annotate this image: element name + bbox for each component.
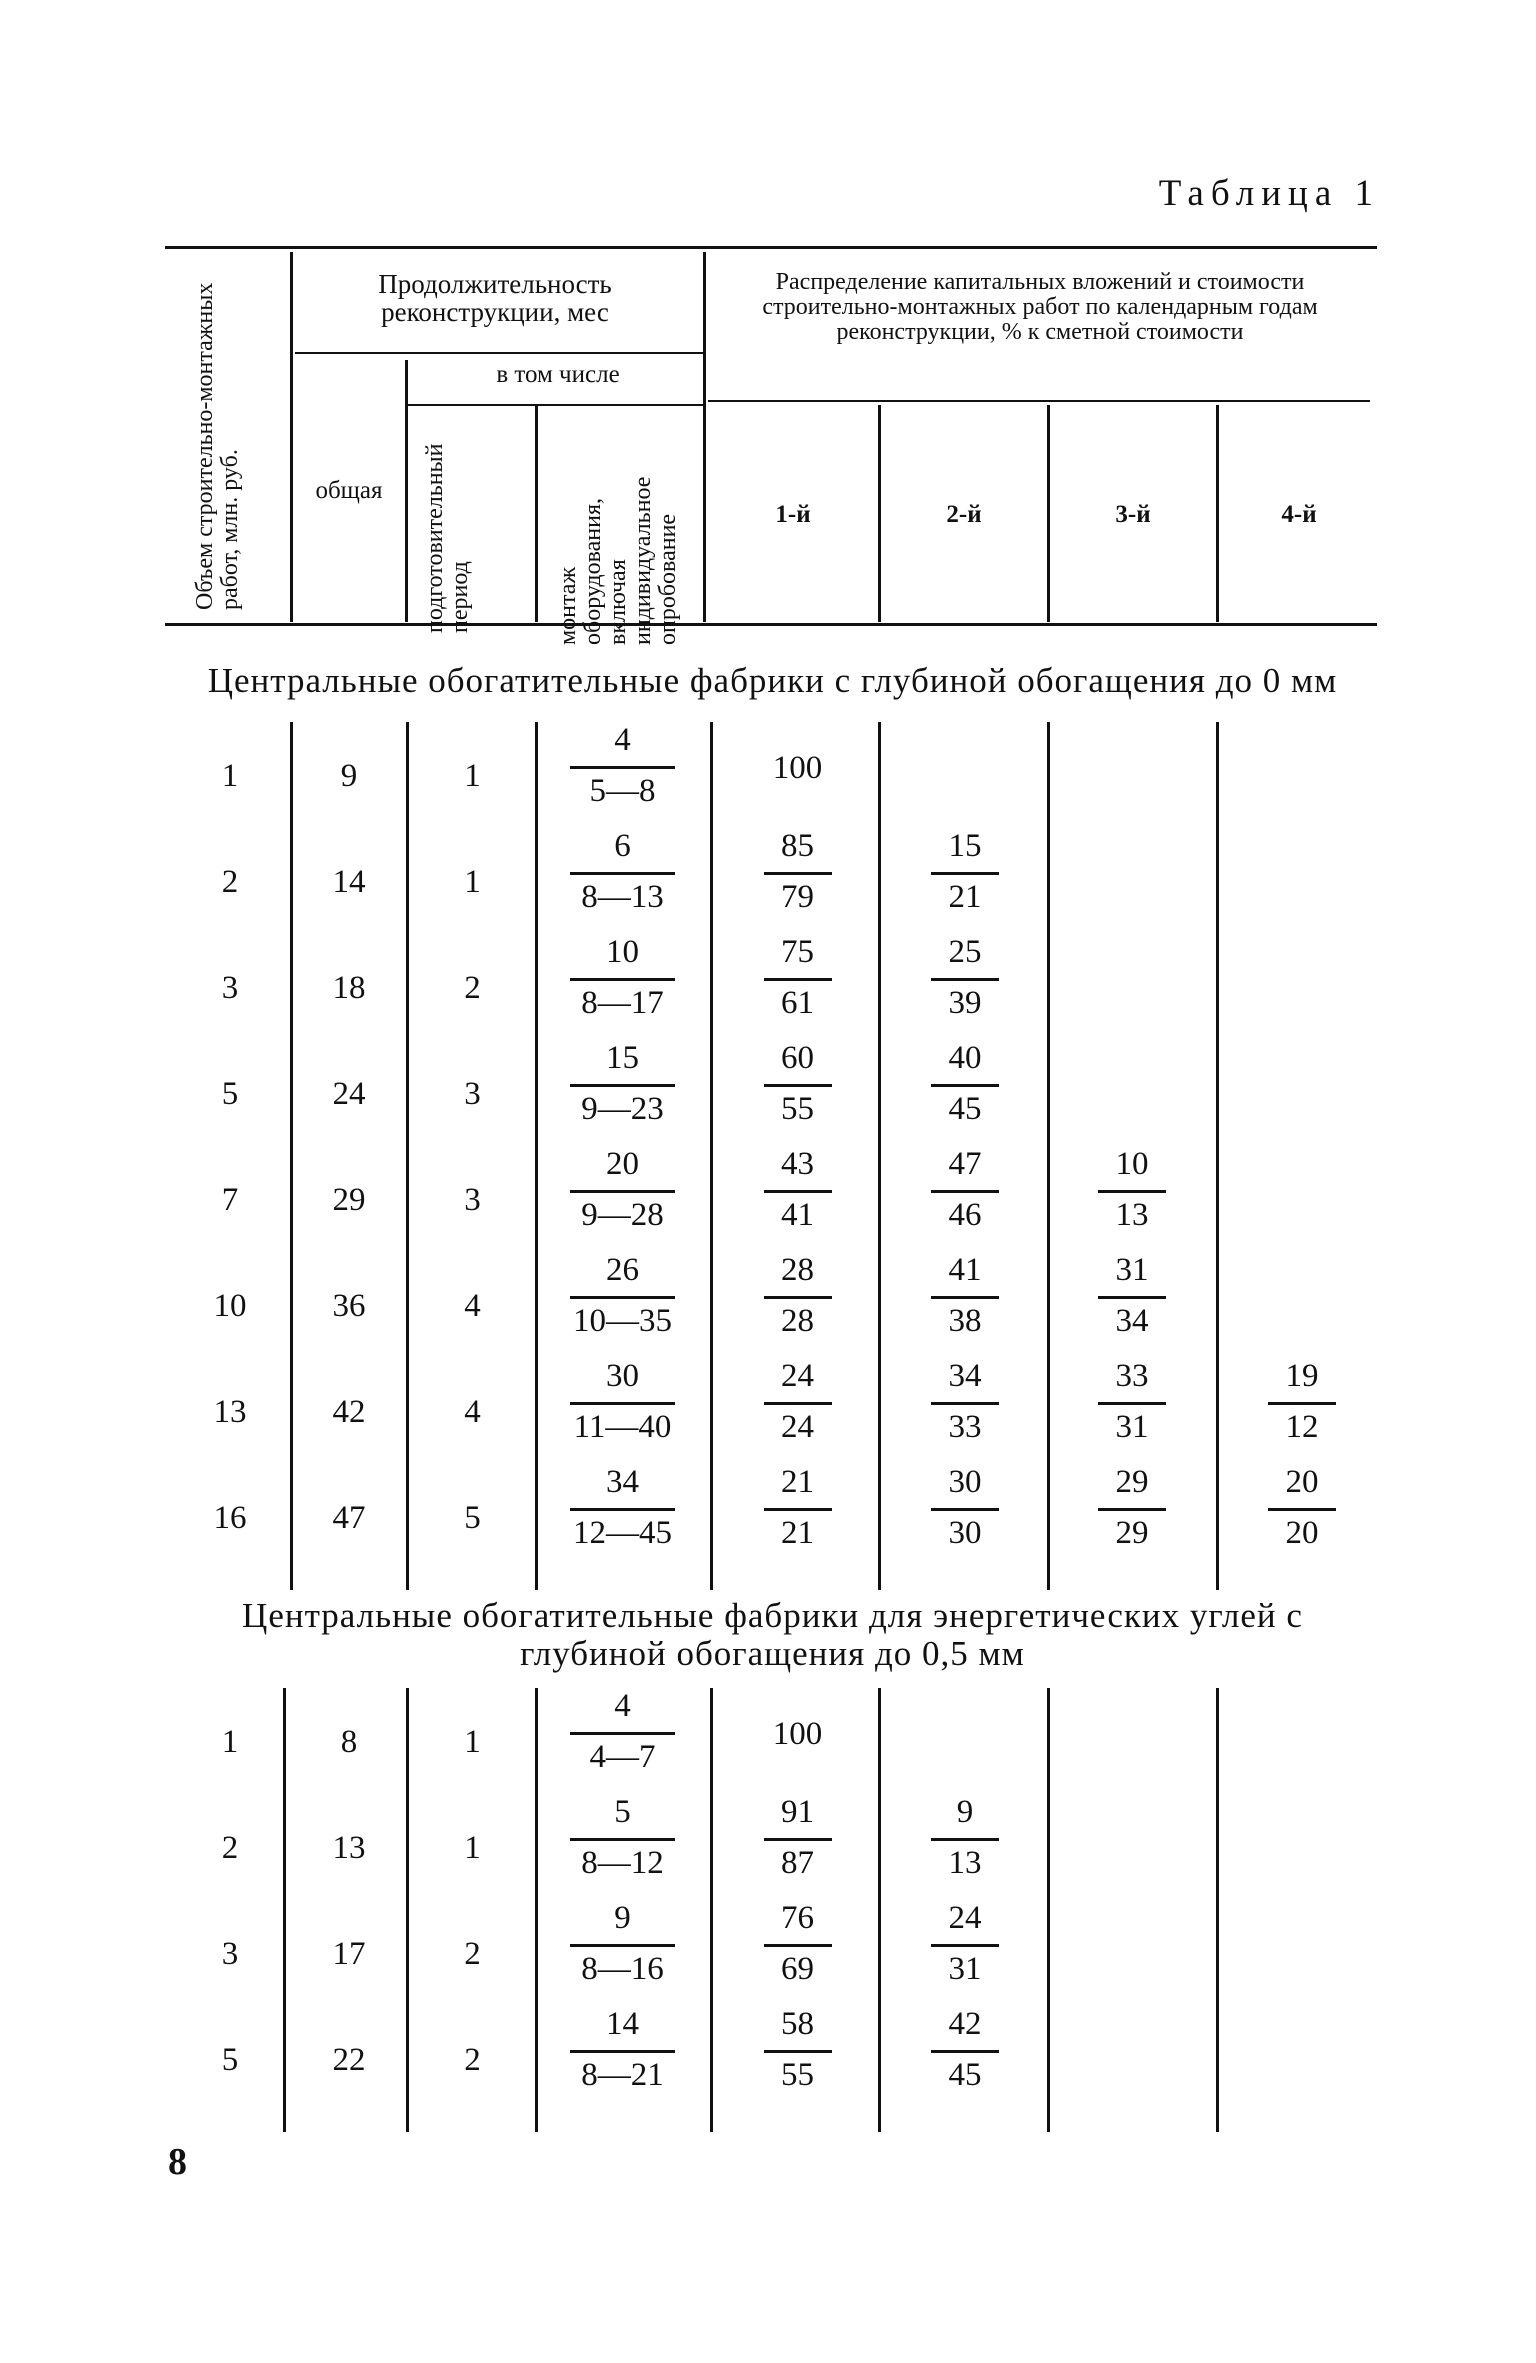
section-2-row-2-y2-denominator: 13 bbox=[948, 1845, 982, 1881]
section-1-row-2-y2-bar bbox=[931, 872, 999, 875]
section-1-row-5-y1-numerator: 43 bbox=[781, 1146, 814, 1182]
section-2-row-3-installation bbox=[540, 1900, 705, 1991]
header-duration: Продолжительность реконструкции, мес bbox=[378, 269, 612, 327]
section-title-1: Центральные обогатительные фабрики с глубиной обогащения до 0 мм bbox=[207, 661, 1338, 700]
section-1-row-6-y2 bbox=[885, 1252, 1045, 1343]
section-2-row-4-installation-numerator: 14 bbox=[606, 2006, 639, 2042]
section-title-2: Центральные обогатительные фабрики для энергетических углей с глубиной обогащения до 0,5 мм bbox=[242, 1596, 1303, 1673]
section-2-row-4-y1 bbox=[715, 2006, 880, 2097]
header-distribution: Распределение капитальных вложений и стоимости строительно-монтажных работ по календарным годам реконструкции, % к сметной стоимости bbox=[762, 269, 1318, 345]
section-2-row-2-y1-bar bbox=[764, 1838, 832, 1841]
section-1-row-3-volume: 3 bbox=[221, 970, 239, 1006]
section-1-row-8-y1-bar bbox=[764, 1508, 832, 1511]
section-1-row-6-preparatory: 4 bbox=[464, 1288, 481, 1324]
section-1-row-4-total: 24 bbox=[332, 1076, 366, 1112]
section-1-row-5-volume: 7 bbox=[221, 1182, 239, 1218]
section-2-row-2-installation bbox=[540, 1794, 705, 1885]
section-1-row-3-preparatory: 2 bbox=[464, 970, 481, 1006]
section-1-row-1-y1: 100 bbox=[772, 750, 823, 786]
section-1-column-line-2 bbox=[406, 722, 409, 1590]
section-1-row-4-y1 bbox=[715, 1040, 880, 1131]
table-title: Таблица 1 bbox=[1158, 173, 1380, 214]
section-1-row-2-installation-bar bbox=[570, 872, 675, 875]
section-1-row-7-installation-bar bbox=[570, 1402, 675, 1405]
section-2-row-4-volume: 5 bbox=[221, 2042, 239, 2078]
section-1-row-5-y3 bbox=[1052, 1146, 1212, 1237]
section-2-row-4-y2-bar bbox=[931, 2050, 999, 2053]
header-year-1: 1-й bbox=[775, 501, 811, 528]
section-1-row-6-total: 36 bbox=[332, 1288, 366, 1324]
section-1-row-7-y4-numerator: 19 bbox=[1285, 1358, 1319, 1394]
section-2-row-1-installation-denominator: 4—7 bbox=[589, 1739, 656, 1775]
section-1-row-1-installation-numerator: 4 bbox=[614, 722, 631, 758]
section-1-row-4-y2-bar bbox=[931, 1084, 999, 1087]
section-2-row-1-installation bbox=[540, 1688, 705, 1779]
section-1-row-1-installation-bar bbox=[570, 766, 675, 769]
section-1-row-3-installation-denominator: 8—17 bbox=[581, 985, 664, 1021]
header-including: в том числе bbox=[496, 361, 620, 388]
section-1-row-8-installation-bar bbox=[570, 1508, 675, 1511]
section-1-row-5-preparatory: 3 bbox=[464, 1182, 481, 1218]
section-1-row-8-installation-numerator: 34 bbox=[606, 1464, 639, 1500]
section-2-row-2-y2-bar bbox=[931, 1838, 999, 1841]
section-1-column-line-7 bbox=[1216, 722, 1219, 1590]
section-1-row-6-volume: 10 bbox=[213, 1288, 247, 1324]
section-1-row-2-y2-numerator: 15 bbox=[948, 828, 982, 864]
section-2-row-1-y1: 100 bbox=[772, 1716, 823, 1752]
section-1-row-7-total: 42 bbox=[332, 1394, 366, 1430]
section-1-row-6-y2-denominator: 38 bbox=[948, 1303, 982, 1339]
section-1-row-4-preparatory: 3 bbox=[464, 1076, 481, 1112]
section-1-row-3-y1-denominator: 61 bbox=[781, 985, 814, 1021]
header-bottom-rule bbox=[165, 623, 1377, 626]
section-1-row-1-volume: 1 bbox=[221, 758, 239, 794]
header-year-2: 2-й bbox=[946, 501, 982, 528]
section-1-row-6-y1 bbox=[715, 1252, 880, 1343]
section-1-row-4-installation-bar bbox=[570, 1084, 675, 1087]
section-1-row-8-y1-denominator: 21 bbox=[781, 1515, 814, 1551]
section-1-row-6-y3-numerator: 31 bbox=[1115, 1252, 1149, 1288]
section-1-row-8-y4-denominator: 20 bbox=[1285, 1515, 1319, 1551]
section-1-row-4-volume: 5 bbox=[221, 1076, 239, 1112]
section-1-row-8-y3-bar bbox=[1098, 1508, 1166, 1511]
section-2-row-2-volume: 2 bbox=[221, 1830, 239, 1866]
section-1-row-7-installation-numerator: 30 bbox=[606, 1358, 639, 1394]
section-2-row-2-installation-numerator: 5 bbox=[614, 1794, 631, 1830]
section-2-row-4-y1-denominator: 55 bbox=[781, 2057, 814, 2093]
section-1-row-2-volume: 2 bbox=[221, 864, 239, 900]
section-2-row-4-y2-denominator: 45 bbox=[948, 2057, 982, 2093]
section-2-row-3-installation-numerator: 9 bbox=[614, 1900, 631, 1936]
section-2-row-3-volume: 3 bbox=[221, 1936, 239, 1972]
section-2-row-2-preparatory: 1 bbox=[464, 1830, 481, 1866]
section-1-row-7-y2-bar bbox=[931, 1402, 999, 1405]
section-1-row-6-installation-numerator: 26 bbox=[606, 1252, 639, 1288]
section-1-row-3-total: 18 bbox=[332, 970, 366, 1006]
section-1-row-2-y1-denominator: 79 bbox=[781, 879, 814, 915]
section-2-row-4-y2-numerator: 42 bbox=[948, 2006, 982, 2042]
section-1-row-2-y1 bbox=[715, 828, 880, 919]
header-total: общая bbox=[315, 477, 383, 504]
section-1-row-3-y2-numerator: 25 bbox=[948, 934, 982, 970]
section-2-row-4-y1-bar bbox=[764, 2050, 832, 2053]
section-1-row-2-y2 bbox=[885, 828, 1045, 919]
section-2-row-3-y1 bbox=[715, 1900, 880, 1991]
section-1-row-5-installation-numerator: 20 bbox=[606, 1146, 639, 1182]
section-1-row-2-installation-numerator: 6 bbox=[614, 828, 631, 864]
section-1-row-5-y1-denominator: 41 bbox=[781, 1197, 814, 1233]
section-1-row-5-y1 bbox=[715, 1146, 880, 1237]
section-2-row-3-y1-numerator: 76 bbox=[781, 1900, 814, 1936]
section-2-column-line-6 bbox=[1047, 1688, 1050, 2132]
section-1-row-4-y2-denominator: 45 bbox=[948, 1091, 982, 1127]
section-1-column-line-6 bbox=[1047, 722, 1050, 1590]
section-2-row-3-preparatory: 2 bbox=[464, 1936, 481, 1972]
section-2-row-3-y2-numerator: 24 bbox=[948, 1900, 982, 1936]
section-1-row-4-y2 bbox=[885, 1040, 1045, 1131]
section-1-row-5-y1-bar bbox=[764, 1190, 832, 1193]
section-1-row-4-y1-bar bbox=[764, 1084, 832, 1087]
section-2-row-1-installation-bar bbox=[570, 1732, 675, 1735]
section-2-row-3-y1-bar bbox=[764, 1944, 832, 1947]
section-1-row-8-preparatory: 5 bbox=[464, 1500, 481, 1536]
section-1-row-2-y1-numerator: 85 bbox=[781, 828, 814, 864]
section-1-row-6-installation-bar bbox=[570, 1296, 675, 1299]
header-year-4: 4-й bbox=[1281, 501, 1317, 528]
section-2-row-2-y1 bbox=[715, 1794, 880, 1885]
section-1-row-2-y1-bar bbox=[764, 872, 832, 875]
section-1-row-6-y2-numerator: 41 bbox=[948, 1252, 982, 1288]
section-1-row-6-y1-denominator: 28 bbox=[781, 1303, 814, 1339]
section-1-row-3-y1-bar bbox=[764, 978, 832, 981]
section-1-row-2-total: 14 bbox=[332, 864, 366, 900]
section-1-row-2-installation bbox=[540, 828, 705, 919]
section-1-row-6-y1-numerator: 28 bbox=[781, 1252, 814, 1288]
section-2-column-line-3 bbox=[535, 1688, 538, 2132]
section-1-row-7-y3-denominator: 31 bbox=[1115, 1409, 1149, 1445]
section-1-row-7-y3-numerator: 33 bbox=[1115, 1358, 1149, 1394]
section-1-row-7-y4-bar bbox=[1268, 1402, 1336, 1405]
section-1-row-3-y2-bar bbox=[931, 978, 999, 981]
section-2-row-1-installation-numerator: 4 bbox=[614, 1688, 631, 1724]
section-1-column-line-4 bbox=[710, 722, 713, 1590]
section-1-row-7-y1 bbox=[715, 1358, 880, 1449]
section-1-row-6-y3-denominator: 34 bbox=[1115, 1303, 1149, 1339]
section-1-row-1-installation bbox=[540, 722, 705, 813]
section-1-row-5-y3-denominator: 13 bbox=[1115, 1197, 1149, 1233]
section-1-row-3-y1 bbox=[715, 934, 880, 1025]
section-1-row-5-y2-bar bbox=[931, 1190, 999, 1193]
section-1-row-4-y1-denominator: 55 bbox=[781, 1091, 814, 1127]
section-1-row-7-y4-denominator: 12 bbox=[1285, 1409, 1319, 1445]
section-1-row-4-installation-denominator: 9—23 bbox=[581, 1091, 664, 1127]
section-2-row-2-installation-bar bbox=[570, 1838, 675, 1841]
section-2-row-4-installation bbox=[540, 2006, 705, 2097]
section-2-row-2-y1-numerator: 91 bbox=[781, 1794, 814, 1830]
section-1-row-8-y2-bar bbox=[931, 1508, 999, 1511]
section-2-row-3-y1-denominator: 69 bbox=[781, 1951, 814, 1987]
section-2-row-2-installation-denominator: 8—12 bbox=[581, 1845, 664, 1881]
section-1-row-6-y1-bar bbox=[764, 1296, 832, 1299]
section-1-row-8-y2-numerator: 30 bbox=[948, 1464, 982, 1500]
section-2-row-3-y2 bbox=[885, 1900, 1045, 1991]
section-2-column-line-2 bbox=[406, 1688, 409, 2132]
header-preparatory: подготовительный период bbox=[422, 443, 473, 633]
section-1-row-3-installation-numerator: 10 bbox=[606, 934, 639, 970]
section-1-row-7-y1-bar bbox=[764, 1402, 832, 1405]
section-1-row-1-installation-denominator: 5—8 bbox=[589, 773, 656, 809]
section-1-row-8-y2-denominator: 30 bbox=[948, 1515, 982, 1551]
section-1-row-8-y3-denominator: 29 bbox=[1115, 1515, 1149, 1551]
section-2-row-1-total: 8 bbox=[340, 1724, 358, 1760]
section-2-row-3-y2-denominator: 31 bbox=[948, 1951, 982, 1987]
section-2-row-3-installation-denominator: 8—16 bbox=[581, 1951, 664, 1987]
section-1-row-8-installation bbox=[540, 1464, 705, 1555]
section-1-row-6-y3-bar bbox=[1098, 1296, 1166, 1299]
section-1-row-8-installation-denominator: 12—45 bbox=[573, 1515, 672, 1551]
section-1-row-5-y3-bar bbox=[1098, 1190, 1166, 1193]
section-1-row-7-y2-numerator: 34 bbox=[948, 1358, 982, 1394]
section-1-row-3-y2 bbox=[885, 934, 1045, 1025]
section-1-row-8-y4 bbox=[1222, 1464, 1382, 1555]
section-2-column-line-4 bbox=[710, 1688, 713, 2132]
section-2-row-2-total: 13 bbox=[332, 1830, 366, 1866]
section-2-row-4-y2 bbox=[885, 2006, 1045, 2097]
header-installation: монтаж оборудования, включая индивидуальное опробование bbox=[555, 476, 681, 645]
header-divider-4 bbox=[535, 405, 538, 622]
section-1-row-7-installation-denominator: 11—40 bbox=[573, 1409, 672, 1445]
section-2-row-1-volume: 1 bbox=[221, 1724, 239, 1760]
section-1-row-5-y2-denominator: 46 bbox=[948, 1197, 982, 1233]
section-1-row-8-y3 bbox=[1052, 1464, 1212, 1555]
section-1-row-4-y2-numerator: 40 bbox=[948, 1040, 982, 1076]
section-1-row-2-installation-denominator: 8—13 bbox=[581, 879, 664, 915]
section-1-row-5-total: 29 bbox=[332, 1182, 366, 1218]
header-volume: Объем строительно-монтажных работ, млн. руб. bbox=[192, 282, 243, 610]
section-1-row-3-y1-numerator: 75 bbox=[781, 934, 814, 970]
section-1-row-7-y2-denominator: 33 bbox=[948, 1409, 982, 1445]
section-1-row-1-preparatory: 1 bbox=[464, 758, 481, 794]
section-1-row-2-preparatory: 1 bbox=[464, 864, 481, 900]
section-1-row-7-y3 bbox=[1052, 1358, 1212, 1449]
section-1-row-6-y2-bar bbox=[931, 1296, 999, 1299]
section-2-row-2-y2-numerator: 9 bbox=[956, 1794, 974, 1830]
section-1-row-6-installation bbox=[540, 1252, 705, 1343]
section-1-row-7-y1-denominator: 24 bbox=[781, 1409, 814, 1445]
section-1-row-8-y3-numerator: 29 bbox=[1115, 1464, 1149, 1500]
section-1-row-8-volume: 16 bbox=[213, 1500, 247, 1536]
page-number: 8 bbox=[168, 2141, 187, 2183]
section-2-row-1-preparatory: 1 bbox=[464, 1724, 481, 1760]
section-1-row-6-y3 bbox=[1052, 1252, 1212, 1343]
section-1-row-3-installation bbox=[540, 934, 705, 1025]
section-2-row-2-y1-denominator: 87 bbox=[781, 1845, 814, 1881]
section-1-row-7-y4 bbox=[1222, 1358, 1382, 1449]
header-divider-2 bbox=[703, 252, 706, 622]
section-2-row-4-installation-denominator: 8—21 bbox=[581, 2057, 664, 2093]
section-1-row-5-installation-bar bbox=[570, 1190, 675, 1193]
section-1-row-8-total: 47 bbox=[332, 1500, 366, 1536]
section-1-row-7-y2 bbox=[885, 1358, 1045, 1449]
section-1-row-6-installation-denominator: 10—35 bbox=[573, 1303, 672, 1339]
section-1-column-line-1 bbox=[290, 722, 293, 1590]
section-1-row-3-installation-bar bbox=[570, 978, 675, 981]
header-divider-1 bbox=[290, 252, 293, 622]
header-year-3: 3-й bbox=[1115, 501, 1151, 528]
section-2-row-4-y1-numerator: 58 bbox=[781, 2006, 814, 2042]
section-1-row-5-y2-numerator: 47 bbox=[948, 1146, 982, 1182]
header-rule-including bbox=[408, 404, 703, 406]
section-1-row-7-preparatory: 4 bbox=[464, 1394, 481, 1430]
section-2-row-3-installation-bar bbox=[570, 1944, 675, 1947]
section-1-row-2-y2-denominator: 21 bbox=[948, 879, 982, 915]
section-1-row-5-installation bbox=[540, 1146, 705, 1237]
section-1-row-1-total: 9 bbox=[340, 758, 358, 794]
section-1-row-4-y1-numerator: 60 bbox=[781, 1040, 814, 1076]
section-1-row-8-y1-numerator: 21 bbox=[781, 1464, 814, 1500]
section-1-row-7-volume: 13 bbox=[213, 1394, 247, 1430]
header-rule-duration bbox=[295, 352, 703, 354]
section-2-row-3-total: 17 bbox=[332, 1936, 366, 1972]
section-1-row-4-installation bbox=[540, 1040, 705, 1131]
section-1-row-7-y1-numerator: 24 bbox=[781, 1358, 814, 1394]
section-2-row-3-y2-bar bbox=[931, 1944, 999, 1947]
header-rule-distribution bbox=[708, 400, 1370, 402]
section-1-row-7-installation bbox=[540, 1358, 705, 1449]
section-1-row-8-y1 bbox=[715, 1464, 880, 1555]
section-1-row-3-y2-denominator: 39 bbox=[948, 985, 982, 1021]
section-1-row-4-installation-numerator: 15 bbox=[606, 1040, 639, 1076]
section-1-row-5-y2 bbox=[885, 1146, 1045, 1237]
section-1-row-8-y2 bbox=[885, 1464, 1045, 1555]
section-2-row-4-total: 22 bbox=[332, 2042, 366, 2078]
section-1-row-5-installation-denominator: 9—28 bbox=[581, 1197, 664, 1233]
section-1-row-8-y4-bar bbox=[1268, 1508, 1336, 1511]
section-2-column-line-7 bbox=[1216, 1688, 1219, 2132]
section-2-row-2-y2 bbox=[885, 1794, 1045, 1885]
section-1-column-line-3 bbox=[535, 722, 538, 1590]
section-1-row-8-y4-numerator: 20 bbox=[1285, 1464, 1319, 1500]
header-divider-3 bbox=[405, 360, 408, 622]
header-top-rule bbox=[165, 246, 1377, 249]
section-2-row-4-preparatory: 2 bbox=[464, 2042, 481, 2078]
section-2-row-4-installation-bar bbox=[570, 2050, 675, 2053]
section-1-row-5-y3-numerator: 10 bbox=[1115, 1146, 1149, 1182]
section-1-row-7-y3-bar bbox=[1098, 1402, 1166, 1405]
